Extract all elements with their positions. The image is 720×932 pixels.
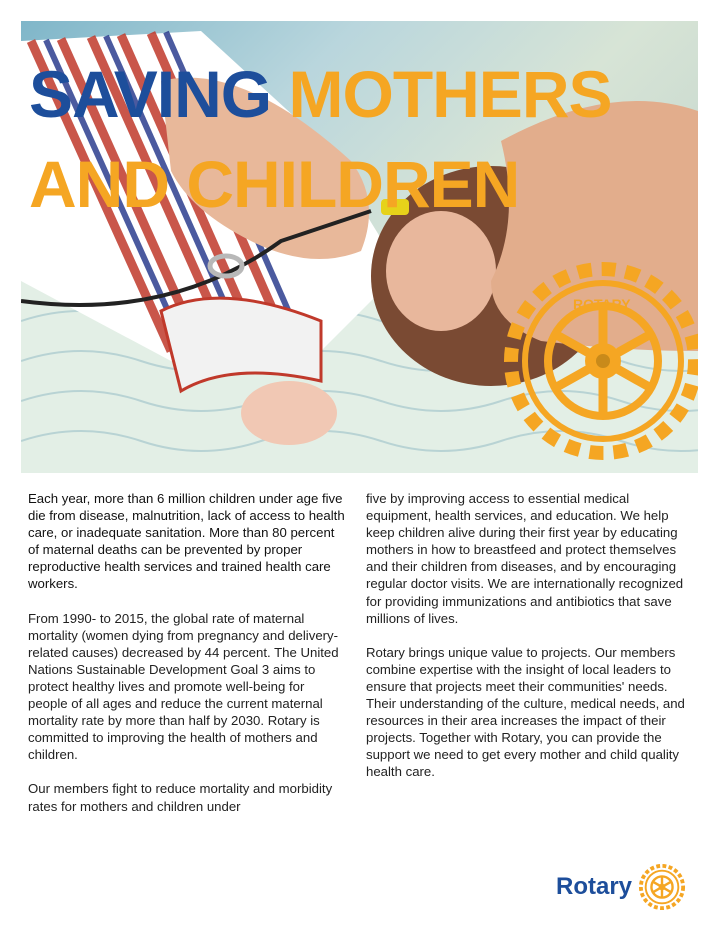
hero-photo [21,21,698,473]
body-column-right [366,490,696,798]
body-paragraph: From 1990- to 2015, the global rate of maternal mortality (women dying from pregnancy and delivery-related causes) decreased by 44 percent. The United Nations Sustainable Development Goal 3 aims to protect healthy lives and promote well-being for people of all ages and reduce the current maternal mortality rate by more than half by 2030. Rotary is committed to improving the health of mothers and children. [28,610,339,763]
title-line-and-children: AND CHILDREN [29,147,520,221]
emblem-top-text: ROTARY [573,296,631,312]
body-column-left [28,490,346,832]
title-word-saving: SAVING [29,57,272,131]
lead-paragraph: Each year, more than 6 million children under age five die from disease, malnutrition, lack of access to health care, or inadequate sanitation. More than 80 percent of maternal deaths can be prevented by proper reproductive health services and trained health care workers. [28,491,345,592]
body-paragraph: Rotary brings unique value to projects. Our members combine expertise with the insight of local leaders to ensure that projects meet their communities' needs. Their understanding of the culture, medical needs, and resources in their area increases the impact of their projects. Together with Rotary, you can provide the support we need to get every mother and child quality health care. [366,644,685,780]
rotary-wordmark: Rotary [556,873,633,900]
rotary-logo [556,862,686,912]
page-title [29,49,612,229]
title-word-mothers: MOTHERS [288,57,612,131]
body-paragraph: five by improving access to essential medical equipment, health services, and education. We help keep children alive during their first year by educating mothers in how to breastfeed and protect themselves and their children from diseases, and by encouraging regular doctor visits. We are internationally recognized for providing immunizations and antibiotics that save millions of lives. [366,491,684,626]
rotary-wheel-icon [638,863,686,911]
body-paragraph: Our members fight to reduce mortality and morbidity rates for mothers and children under [28,781,333,814]
